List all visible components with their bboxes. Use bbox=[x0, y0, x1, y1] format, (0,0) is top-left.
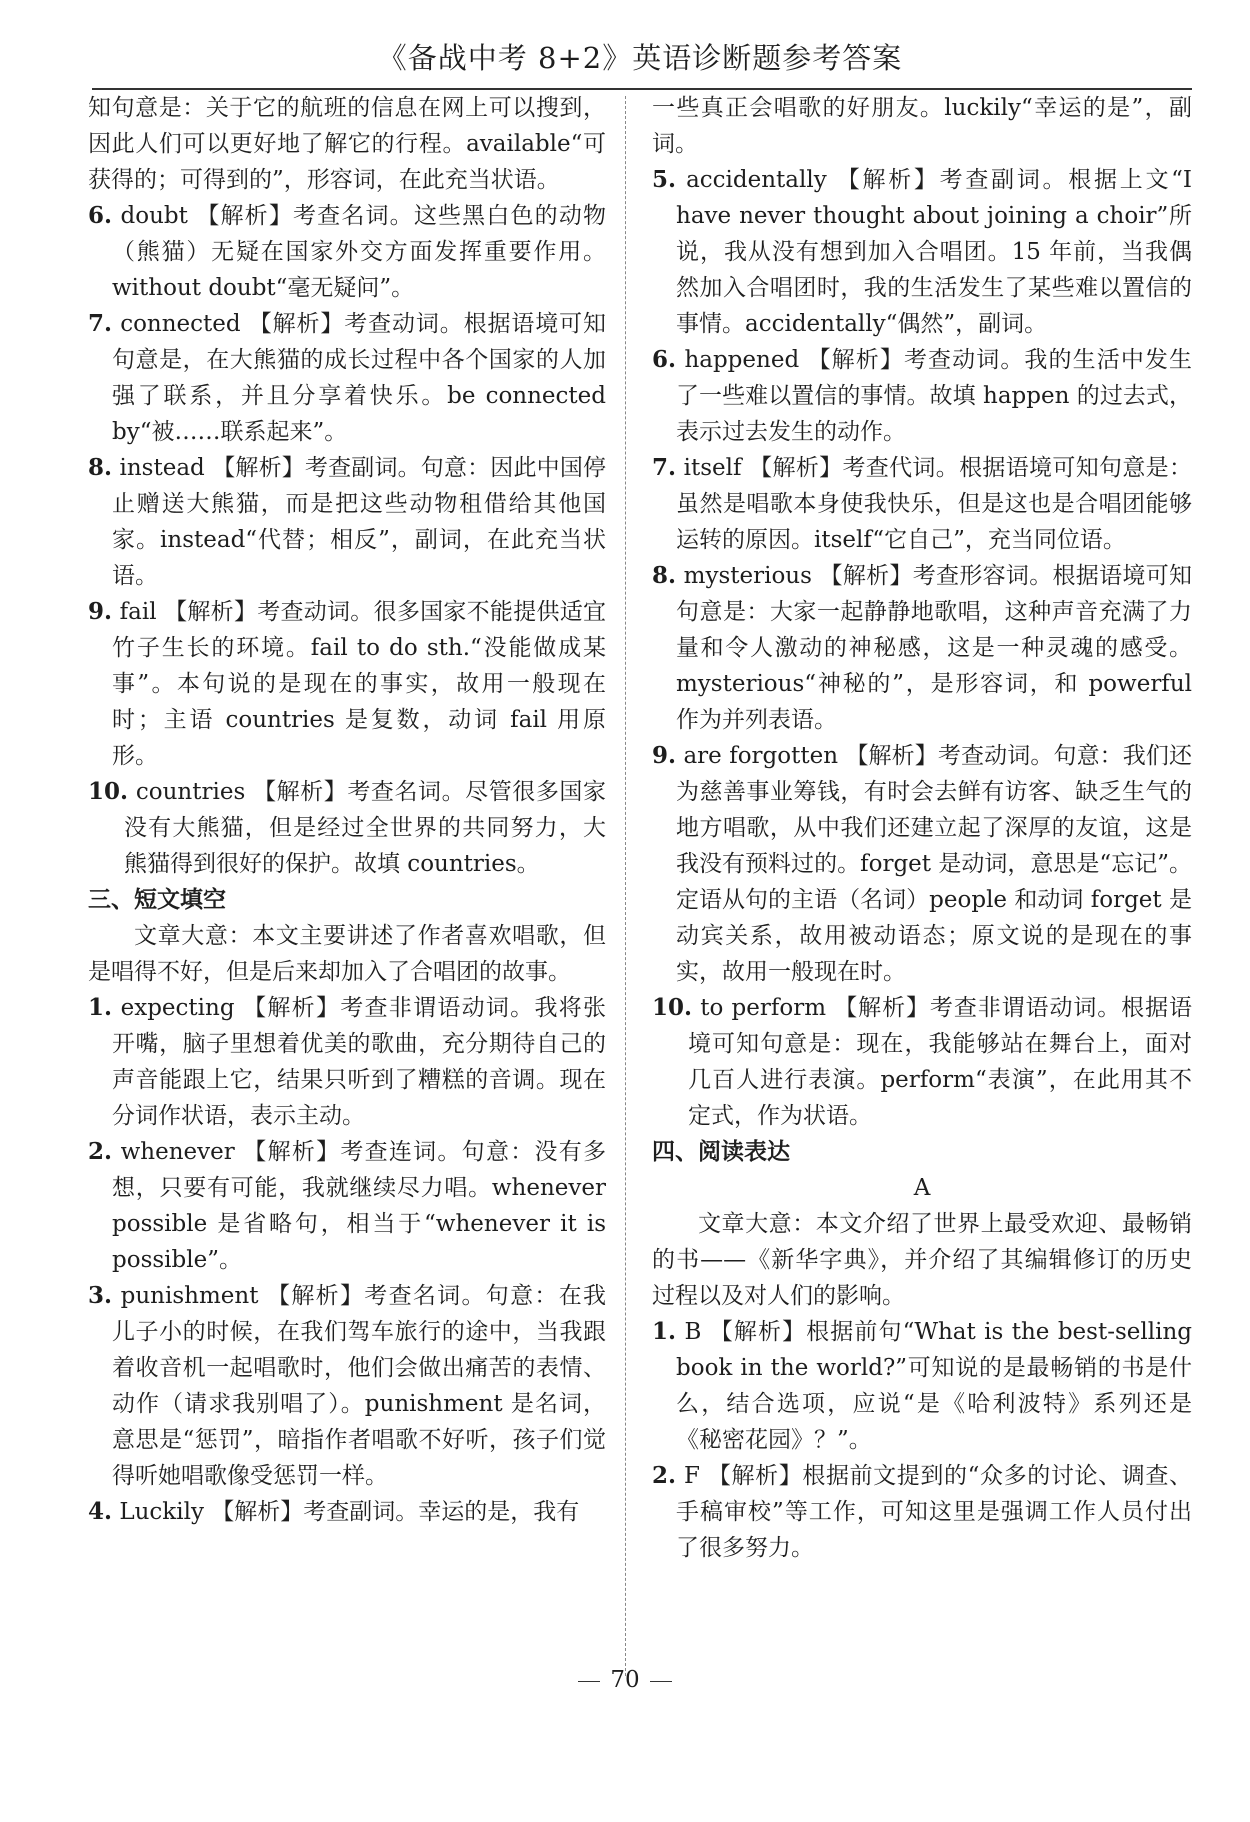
continued-answer-text: 一些真正会唱歌的好朋友。luckily“幸运的是”，副词。 bbox=[652, 95, 1192, 157]
item-text: Luckily 【解析】考查副词。幸运的是，我有 bbox=[119, 1499, 580, 1525]
answer-item bbox=[88, 990, 606, 1134]
answer-item bbox=[652, 162, 1192, 342]
item-number: 6. bbox=[652, 346, 677, 373]
page-header: 《备战中考 8+2》英语诊断题参考答案 bbox=[377, 41, 903, 75]
answer-item bbox=[88, 450, 606, 594]
item-number: 10. bbox=[652, 994, 693, 1021]
item-number: 8. bbox=[652, 562, 677, 589]
column-divider bbox=[625, 96, 626, 1676]
item-number: 4. bbox=[88, 1498, 113, 1525]
page-number: 70 bbox=[0, 1665, 1250, 1695]
section-heading: 四、阅读表达 bbox=[652, 1138, 790, 1165]
item-number: 6. bbox=[88, 202, 113, 229]
continued-answer-text: 知句意是：关于它的航班的信息在网上可以搜到，因此人们可以更好地了解它的行程。available“可获得的；可得到的”，形容词，在此充当状语。 bbox=[88, 95, 606, 193]
item-text: accidentally 【解析】考查副词。根据上文“I have never thought about joining a choir”所说，我从没有想到加入合唱团。15 年前，当我偶然加入合唱团时，我的生活发生了某些难以置信的事情。accidentally“偶然”，副词。 bbox=[676, 167, 1193, 337]
section-summary: 文章大意：本文介绍了世界上最受欢迎、最畅销的书——《新华字典》，并介绍了其编辑修订的历史过程以及对人们的影响。 bbox=[652, 1211, 1192, 1309]
item-number: 2. bbox=[88, 1138, 113, 1165]
item-text: itself 【解析】考查代词。根据语境可知句意是：虽然是唱歌本身使我快乐，但是这也是合唱团能够运转的原因。itself“它自己”，充当同位语。 bbox=[676, 455, 1192, 553]
item-text: to perform 【解析】考查非谓语动词。根据语境可知句意是：现在，我能够站在舞台上，面对几百人进行表演。perform“表演”，在此用其不定式，作为状语。 bbox=[688, 995, 1192, 1129]
item-number: 5. bbox=[652, 166, 677, 193]
item-text: fail 【解析】考查动词。很多国家不能提供适宜竹子生长的环境。fail to do sth.“没能做成某事”。本句说的是现在的事实，故用一般现在时；主语 countries 是复数，动词 fail 用原形。 bbox=[112, 599, 607, 769]
answer-item bbox=[88, 306, 606, 450]
answer-item bbox=[88, 594, 606, 774]
answer-item bbox=[88, 1278, 606, 1494]
answer-item bbox=[88, 198, 606, 306]
item-text: connected 【解析】考查动词。根据语境可知句意是，在大熊猫的成长过程中各个国家的人加强了联系，并且分享着快乐。be connected by“被……联系起来”。 bbox=[112, 311, 606, 445]
item-text: punishment 【解析】考查名词。句意：在我儿子小的时候，在我们驾车旅行的途中，当我跟着收音机一起唱歌时，他们会做出痛苦的表情、动作（请求我别唱了）。punishment 是名词，意思是“惩罚”，暗指作者唱歌不好听，孩子们觉得听她唱歌像受惩罚一样。 bbox=[112, 1283, 607, 1489]
item-number: 1. bbox=[88, 994, 113, 1021]
item-number: 7. bbox=[88, 310, 113, 337]
item-text: F 【解析】根据前文提到的“众多的讨论、调查、手稿审校”等工作，可知这里是强调工作人员付出了很多努力。 bbox=[676, 1463, 1193, 1561]
passage-label: A bbox=[913, 1175, 931, 1201]
item-number: 9. bbox=[88, 598, 113, 625]
item-text: instead 【解析】考查副词。句意：因此中国停止赠送大熊猫，而是把这些动物租借给其他国家。instead“代替；相反”，副词，在此充当状语。 bbox=[112, 455, 606, 589]
item-text: whenever 【解析】考查连词。句意：没有多想，只要有可能，我就继续尽力唱。whenever possible 是省略句，相当于“whenever it is possible”。 bbox=[112, 1139, 606, 1273]
item-number: 1. bbox=[652, 1318, 677, 1345]
item-text: B 【解析】根据前句“What is the best-selling book in the world?”可知说的是最畅销的书是什么，结合选项，应说“是《哈利波特》系列还是《秘密花园》？”。 bbox=[676, 1319, 1193, 1453]
answer-item bbox=[652, 450, 1192, 558]
answer-item bbox=[652, 558, 1192, 738]
left-column bbox=[88, 90, 606, 1530]
answer-item bbox=[88, 1134, 606, 1278]
item-number: 9. bbox=[652, 742, 677, 769]
item-text: happened 【解析】考查动词。我的生活中发生了一些难以置信的事情。故填 happen 的过去式，表示过去发生的动作。 bbox=[676, 347, 1193, 445]
item-text: expecting 【解析】考查非谓语动词。我将张开嘴，脑子里想着优美的歌曲，充分期待自己的声音能跟上它，结果只听到了糟糕的音调。现在分词作状语，表示主动。 bbox=[112, 995, 606, 1129]
answer-item bbox=[652, 1314, 1192, 1458]
item-text: are forgotten 【解析】考查动词。句意：我们还为慈善事业筹钱，有时会去鲜有访客、缺乏生气的地方唱歌，从中我们还建立起了深厚的友谊，这是我没有预料过的。forget 是动词，意思是“忘记”。定语从句的主语（名词）people 和动词 forget 是动宾关系，故用被动语态；原文说的是现在的事实，故用一般现在时。 bbox=[676, 743, 1193, 985]
answer-item bbox=[88, 774, 606, 882]
item-text: doubt 【解析】考查名词。这些黑白色的动物（熊猫）无疑在国家外交方面发挥重要作用。without doubt“毫无疑问”。 bbox=[112, 203, 606, 301]
item-number: 8. bbox=[88, 454, 113, 481]
item-text: countries 【解析】考查名词。尽管很多国家没有大熊猫，但是经过全世界的共同努力，大熊猫得到很好的保护。故填 countries。 bbox=[124, 779, 606, 877]
answer-item bbox=[652, 1458, 1192, 1566]
right-column bbox=[652, 90, 1192, 1566]
answer-item bbox=[88, 1494, 606, 1530]
item-number: 10. bbox=[88, 778, 129, 805]
item-text: mysterious 【解析】考查形容词。根据语境可知句意是：大家一起静静地歌唱，这种声音充满了力量和令人激动的神秘感，这是一种灵魂的感受。mysterious“神秘的”，是形容词，和 powerful 作为并列表语。 bbox=[676, 563, 1193, 733]
section-heading: 三、短文填空 bbox=[88, 886, 226, 913]
item-number: 2. bbox=[652, 1462, 677, 1489]
item-number: 7. bbox=[652, 454, 677, 481]
answer-item bbox=[652, 990, 1192, 1134]
answer-item bbox=[652, 342, 1192, 450]
section-summary: 文章大意：本文主要讲述了作者喜欢唱歌，但是唱得不好，但是后来却加入了合唱团的故事。 bbox=[88, 923, 606, 985]
answer-item bbox=[652, 738, 1192, 990]
item-number: 3. bbox=[88, 1282, 113, 1309]
